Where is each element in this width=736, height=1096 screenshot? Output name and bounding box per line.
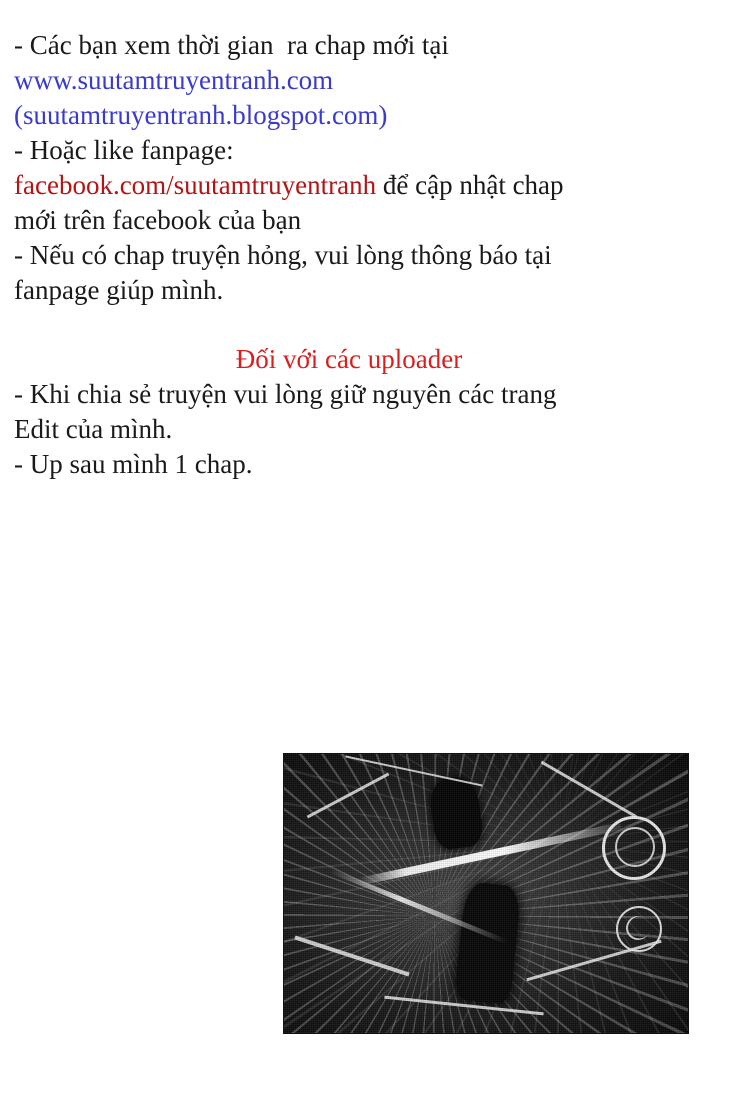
notice-line-7: - Nếu có chap truyện hỏng, vui lòng thông báo tại bbox=[14, 240, 552, 270]
manga-panel-image bbox=[283, 753, 689, 1034]
notice-line-6: mới trên facebook của bạn bbox=[14, 205, 302, 235]
notice-line-9: - Khi chia sẻ truyện vui lòng giữ nguyên các trang bbox=[14, 379, 557, 409]
site-url-link[interactable]: www.suutamtruyentranh.com bbox=[14, 65, 334, 95]
notice-spacer bbox=[14, 308, 720, 342]
facebook-page-link[interactable]: facebook.com/suutamtruyentranh bbox=[14, 170, 377, 200]
notice-line-11: - Up sau mình 1 chap. bbox=[14, 449, 253, 479]
facebook-line bbox=[14, 168, 720, 203]
facebook-line-rest: để cập nhật chap bbox=[376, 170, 564, 200]
uploader-notice-block bbox=[14, 28, 720, 482]
panel-halftone-grain bbox=[284, 754, 688, 1033]
blogspot-url-link[interactable]: (suutamtruyentranh.blogspot.com) bbox=[14, 100, 388, 130]
notice-line-8: fanpage giúp mình. bbox=[14, 275, 224, 305]
notice-line-10: Edit của mình. bbox=[14, 414, 173, 444]
manga-panel bbox=[283, 753, 689, 1034]
notice-line-fanpage: - Hoặc like fanpage: bbox=[14, 135, 234, 165]
notice-line-1: - Các bạn xem thời gian ra chap mới tại bbox=[14, 30, 449, 60]
uploader-heading: Đối với các uploader bbox=[235, 344, 463, 374]
